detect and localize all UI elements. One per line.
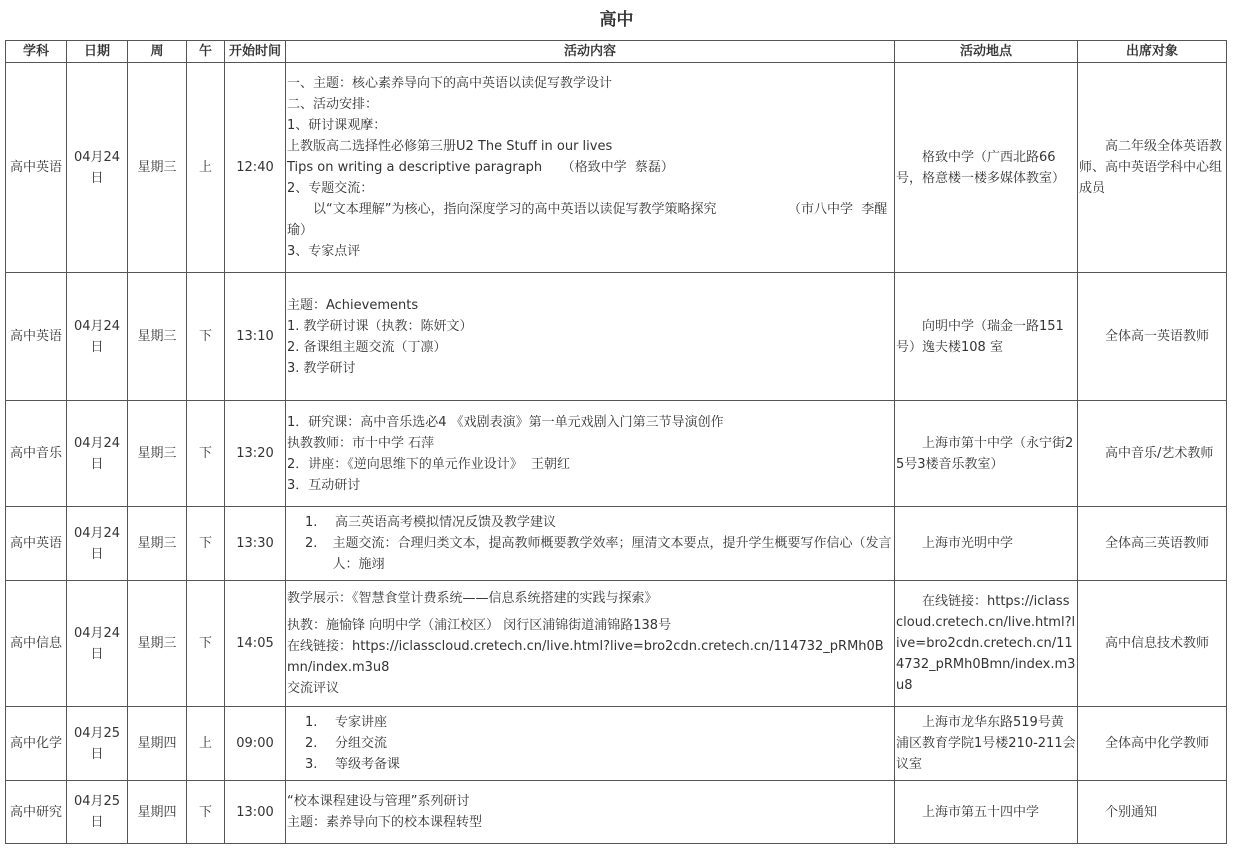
content-line: 执教：施愉锋 向明中学（浦江校区） 闵行区浦锦街道浦锦路138号 [287,618,672,633]
content-line: 执教教师：市十中学 石萍 [287,435,435,451]
date-cell: 04月24日 [67,581,128,707]
time-cell: 09:00 [225,707,286,781]
list-text: 主题交流：合理归类文本，提高教师概要教学效率；厘清文本要点，提升学生概要写作信心（发言人：施翊 [332,536,892,572]
list-number: 2. [305,536,318,551]
period-cell: 下 [187,581,225,707]
audience-cell: 全体高一英语教师 [1078,273,1227,401]
content-line: 交流评议 [287,681,340,696]
header-start-time: 开始时间 [225,41,286,63]
table-row [6,401,1227,507]
location-cell: 上海市第十中学（永宁街25号3楼音乐教室） [895,401,1078,507]
table-row [6,273,1227,401]
header-weekday: 周 [128,41,187,63]
location-cell: 上海市第五十四中学 [895,781,1078,844]
table-row [6,781,1227,844]
content-line [287,754,893,775]
period-cell: 下 [187,781,225,844]
list-text: 专家讲座 [335,715,388,730]
audience-cell: 个别通知 [1078,781,1227,844]
period-cell: 下 [187,507,225,581]
page-title: 高中 [599,10,634,30]
subject-cell: 高中英语 [6,507,67,581]
table-row [6,507,1227,581]
weekday-cell: 星期四 [128,707,187,781]
table-header-row [6,41,1227,63]
content-cell [286,401,895,507]
date-cell: 04月24日 [67,507,128,581]
location-cell: 格致中学（广西北路66号，格意楼一楼多媒体教室） [895,63,1078,273]
content-cell [286,63,895,273]
time-cell: 13:00 [225,781,286,844]
content-cell [286,273,895,401]
header-date: 日期 [67,41,128,63]
list-number: 1. [305,715,318,730]
schedule-table [5,40,1227,844]
content-line: 1．研究课：高中音乐选必4 《戏剧表演》第一单元戏剧入门第三节导演创作 [287,414,724,430]
content-line: 主题：Achievements [287,297,419,313]
list-number: 2. [305,736,318,751]
table-row [6,63,1227,273]
content-line: 以“文本理解”为核心，指向深度学习的高中英语以读促写教学策略探究 （市八中学 李醒瑜） [287,202,888,238]
audience-cell: 全体高中化学教师 [1078,707,1227,781]
date-cell: 04月24日 [67,63,128,273]
content-cell [286,581,895,707]
content-line: 2. 备课组主题交流（丁凛） [287,339,447,355]
table-row [6,581,1227,707]
content-line: 3．互动研讨 [287,477,361,493]
list-text: 高三英语高考模拟情况反馈及教学建议 [335,515,557,530]
weekday-cell: 星期三 [128,273,187,401]
time-cell: 13:10 [225,273,286,401]
subject-cell: 高中信息 [6,581,67,707]
content-line: 2、专题交流： [287,181,374,196]
content-line [287,733,893,754]
audience-cell: 高中信息技术教师 [1078,581,1227,707]
weekday-cell: 星期三 [128,401,187,507]
content-cell [286,707,895,781]
content-line: 上教版高二选择性必修第三册U2 The Stuff in our lives [287,139,613,154]
subject-cell: 高中音乐 [6,401,67,507]
time-cell: 12:40 [225,63,286,273]
content-line [287,712,893,733]
time-cell: 13:20 [225,401,286,507]
subject-cell: 高中研究 [6,781,67,844]
content-line: 3、专家点评 [287,244,361,259]
header-subject: 学科 [6,41,67,63]
header-audience: 出席对象 [1078,41,1227,63]
time-cell: 14:05 [225,581,286,707]
location-cell: 上海市龙华东路519号黄浦区教育学院1号楼210-211会议室 [895,707,1078,781]
table-row [6,707,1227,781]
period-cell: 上 [187,707,225,781]
content-line: 教学展示：《智慧食堂计费系统——信息系统搭建的实践与探索》 [287,591,658,606]
audience-cell: 高中音乐/艺术教师 [1078,401,1227,507]
content-line: 主题：素养导向下的校本课程转型 [287,815,483,830]
content-line [287,512,893,533]
weekday-cell: 星期四 [128,781,187,844]
content-line: 1. 教学研讨课（执教：陈妍文） [287,318,473,334]
content-line: “校本课程建设与管理”系列研讨 [287,794,470,809]
location-cell: 向明中学（瑞金一路151号）逸夫楼108 室 [895,273,1078,401]
subject-cell: 高中英语 [6,273,67,401]
period-cell: 下 [187,401,225,507]
date-cell: 04月24日 [67,273,128,401]
period-cell: 上 [187,63,225,273]
weekday-cell: 星期三 [128,507,187,581]
content-cell [286,781,895,844]
header-period: 午 [187,41,225,63]
content-line: 一、主题：核心素养导向下的高中英语以读促写教学设计 [287,76,613,91]
list-number: 3. [305,757,318,772]
content-line: 3. 教学研讨 [287,360,356,376]
location-cell: 上海市光明中学 [895,507,1078,581]
audience-cell: 高二年级全体英语教师、高中英语学科中心组成员 [1078,63,1227,273]
content-line [287,533,893,575]
list-text: 等级考备课 [335,757,401,772]
subject-cell: 高中化学 [6,707,67,781]
content-cell [286,507,895,581]
subject-cell: 高中英语 [6,63,67,273]
content-line: 在线链接：https://iclasscloud.cretech.cn/live.html?live=bro2cdn.cretech.cn/114732_pRMh0Bmn/index.m3u8 [287,639,884,675]
audience-cell: 全体高三英语教师 [1078,507,1227,581]
list-number: 1. [305,515,318,530]
weekday-cell: 星期三 [128,581,187,707]
list-text: 分组交流 [335,736,388,751]
content-line: 二、活动安排： [287,97,379,112]
header-content: 活动内容 [286,41,895,63]
period-cell: 下 [187,273,225,401]
date-cell: 04月25日 [67,781,128,844]
content-line: Tips on writing a descriptive paragraph （格致中学 蔡磊） [287,160,674,175]
header-location: 活动地点 [895,41,1078,63]
location-cell: 在线链接：https://iclasscloud.cretech.cn/live.html?live=bro2cdn.cretech.cn/114732_pRMh0Bmn/index.m3u8 [895,581,1078,707]
time-cell: 13:30 [225,507,286,581]
content-line: 1、研讨课观摩： [287,118,387,133]
content-line: 2．讲座：《逆向思维下的单元作业设计》 王朝红 [287,456,571,472]
weekday-cell: 星期三 [128,63,187,273]
date-cell: 04月24日 [67,401,128,507]
date-cell: 04月25日 [67,707,128,781]
